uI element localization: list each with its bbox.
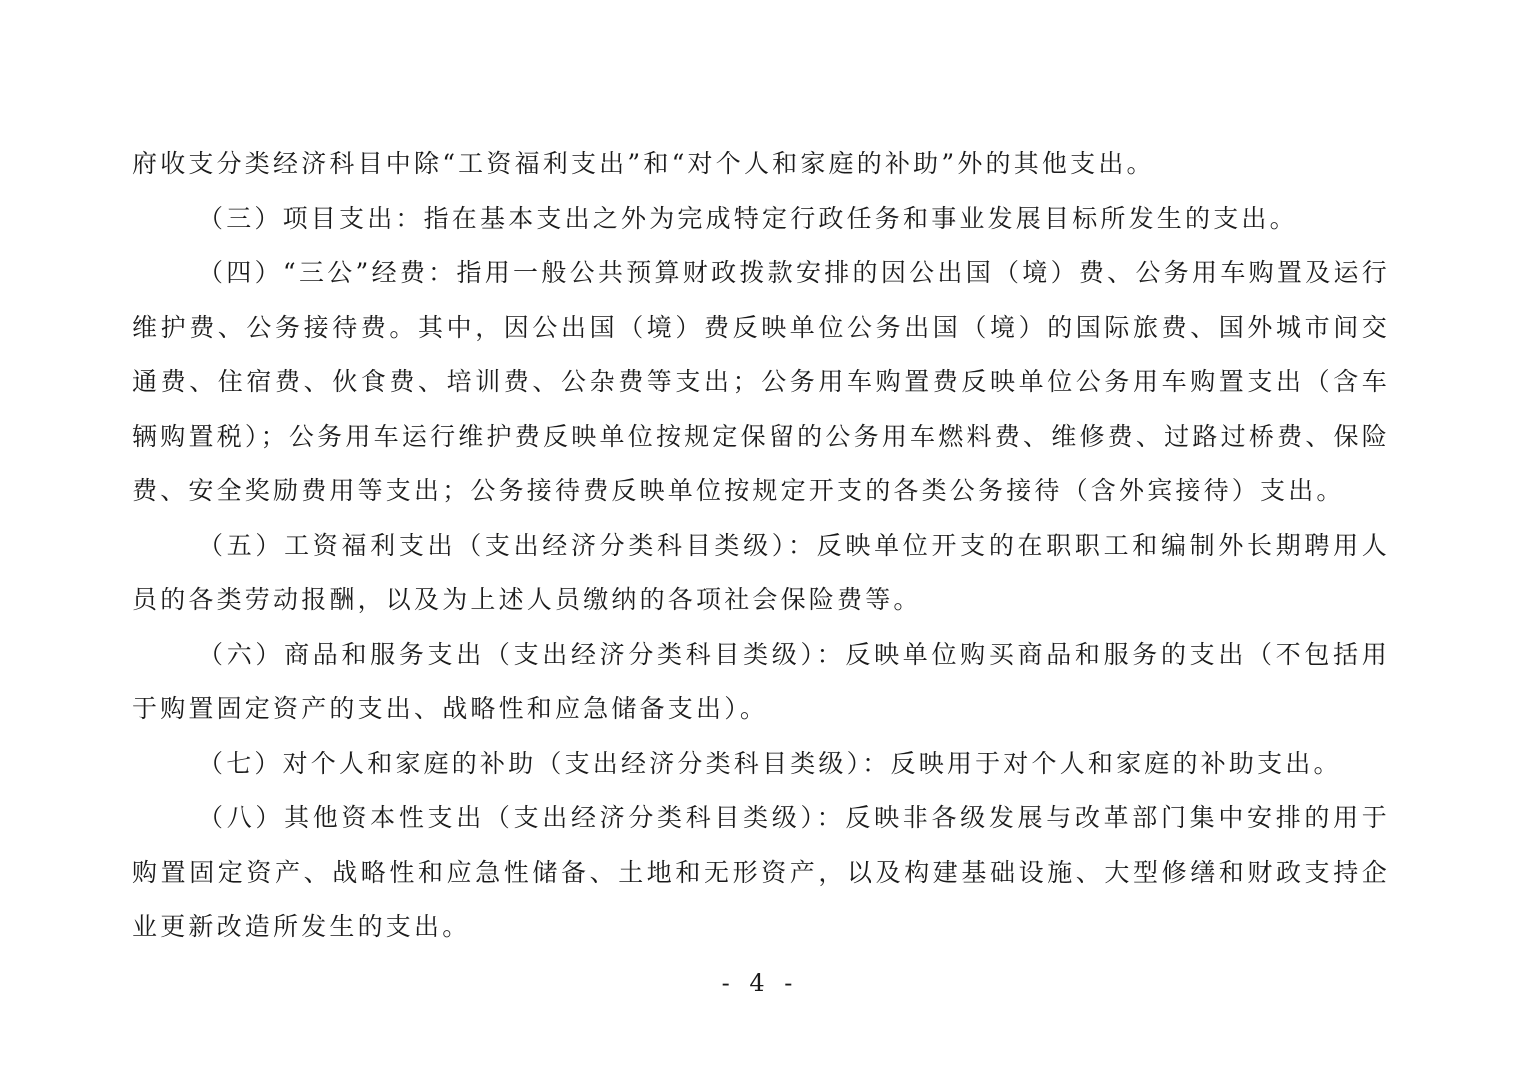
paragraph-other-capital: （八）其他资本性支出（支出经济分类科目类级）：反映非各级发展与改革部门集中安排的用于购置固定资产、战略性和应急性储备、土地和无形资产，以及构建基础设施、大型修缮和财政支持企业更新改造所发生的支出。 (132, 803, 1390, 941)
document-body (132, 137, 1390, 955)
paragraph-three-public-expenses: （四）“三公”经费：指用一般公共预算财政拨款安排的因公出国（境）费、公务用车购置及运行维护费、公务接待费。其中，因公出国（境）费反映单位公务出国（境）的国际旅费、国外城市间交通费、住宿费、伙食费、培训费、公杂费等支出；公务用车购置费反映单位公务用车购置支出（含车辆购置税）；公务用车运行维护费反映单位按规定保留的公务用车燃料费、维修费、过路过桥费、保险费、安全奖励费用等支出；公务接待费反映单位按规定开支的各类公务接待（含外宾接待）支出。 (132, 258, 1390, 505)
paragraph-project-expenditure: （三）项目支出：指在基本支出之外为完成特定行政任务和事业发展目标所发生的支出。 (198, 203, 1298, 233)
paragraph-continuation: 府收支分类经济科目中除“工资福利支出”和“对个人和家庭的补助”外的其他支出。 (132, 149, 1155, 178)
page-number: - 4 - (721, 969, 799, 997)
paragraph-wage-welfare: （五）工资福利支出（支出经济分类科目类级）：反映单位开支的在职职工和编制外长期聘用人员的各类劳动报酬，以及为上述人员缴纳的各项社会保险费等。 (132, 530, 1390, 614)
paragraph-household-subsidy: （七）对个人和家庭的补助（支出经济分类科目类级）：反映用于对个人和家庭的补助支出。 (198, 748, 1342, 778)
paragraph-goods-services: （六）商品和服务支出（支出经济分类科目类级）：反映单位购买商品和服务的支出（不包括用于购置固定资产的支出、战略性和应急储备支出）。 (132, 639, 1390, 723)
